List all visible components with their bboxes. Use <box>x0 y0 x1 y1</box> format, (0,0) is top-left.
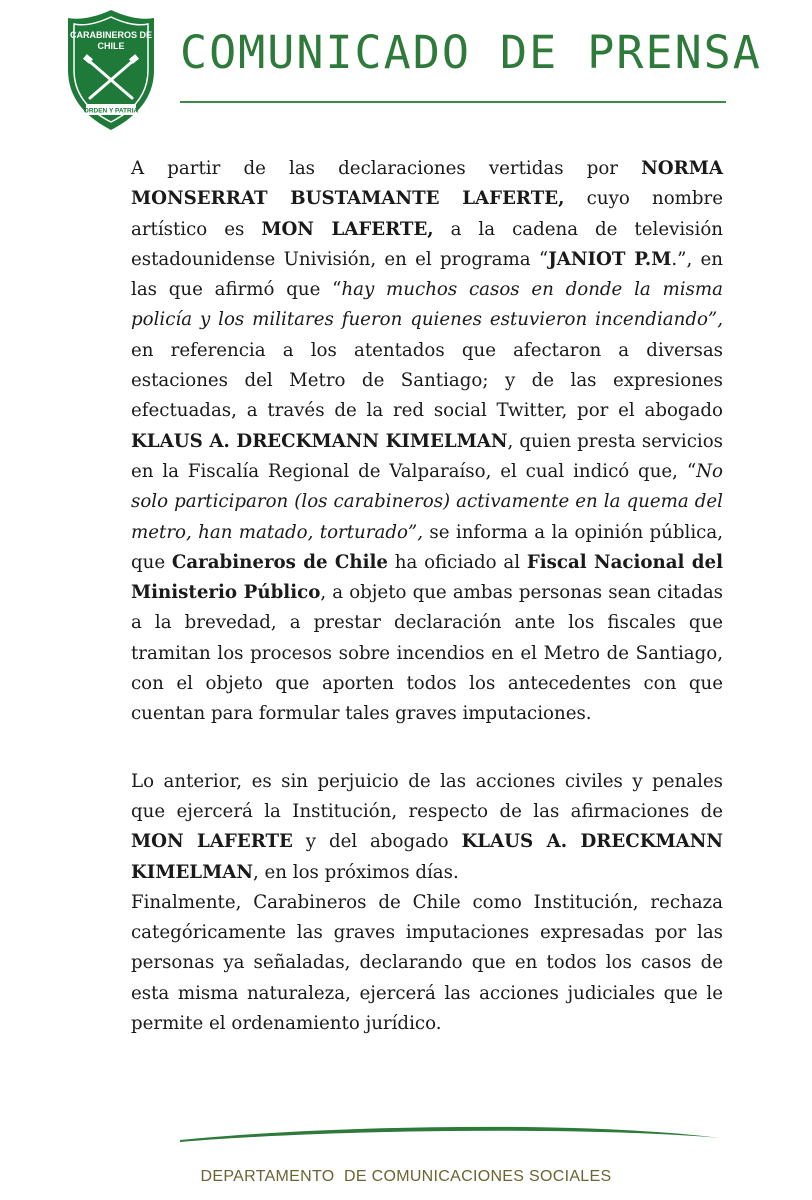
institution-name: Carabineros de Chile <box>171 551 388 573</box>
text-run: a la cadena de televisión estadounidense Univisión, en el programa “ <box>131 218 723 270</box>
name-norma-monserrat: NORMA MONSERRAT BUSTAMANTE LAFERTE, <box>131 158 723 210</box>
body-paragraph-3 <box>131 888 723 1039</box>
svg-text:CARABINEROS DE: CARABINEROS DE <box>69 30 153 40</box>
body-paragraph-2 <box>131 767 723 888</box>
text-run: , en los próximos días. <box>252 861 459 883</box>
text-run: cuyo nombre artístico es <box>131 188 724 240</box>
name-mon-laferte: MON LAFERTE, <box>261 218 434 240</box>
text-run: se informa a la opinión pública, que <box>131 521 723 573</box>
text-run: Finalmente, Carabineros de Chile como Institución, rechaza categóricamente las graves imputaciones expresadas por las personas ya señaladas, declarando que en todos los casos de esta misma naturaleza, ejercerá las acciones judiciales que le permite el ordenamiento jurídico. <box>131 891 723 1035</box>
svg-text:CHILE: CHILE <box>97 41 125 51</box>
quote-mon-laferte: hay muchos casos en donde la misma policía y los militares fueron quienes estuvieron incendiando”, <box>131 279 723 331</box>
name-klaus-dreckmann: KLAUS A. DRECKMANN KIMELMAN <box>131 831 723 883</box>
text-run: , a objeto que ambas personas sean citadas a la brevedad, a prestar declaración ante los fiscales que tramitan los procesos sobre incendios en el Metro de Santiago, con el objeto que aporten todos los antecedentes con que cuentan para formular tales graves imputaciones. <box>131 582 723 725</box>
press-release-header <box>0 0 812 140</box>
text-run: y del abogado <box>292 831 462 853</box>
page-title: COMUNICADO DE PRENSA <box>180 26 762 79</box>
press-release-body <box>131 154 723 1039</box>
name-klaus-dreckmann: KLAUS A. DRECKMANN KIMELMAN <box>131 430 508 452</box>
body-paragraph-1 <box>131 154 723 730</box>
footer-department: DEPARTAMENTO DE COMUNICACIONES SOCIALES <box>200 1168 612 1185</box>
svg-text:ORDEN Y PATRIA: ORDEN Y PATRIA <box>83 107 139 115</box>
name-mon-laferte: MON LAFERTE <box>131 831 293 853</box>
fiscal-nacional: Fiscal Nacional del Ministerio Público <box>131 551 723 604</box>
quote-klaus-dreckmann: No solo participaron (los carabineros) activamente en la quema del metro, han matado, torturado”, <box>131 460 723 543</box>
program-name: JANIOT P.M <box>548 248 672 270</box>
text-run: .”, en las que afirmó que “ <box>131 248 724 301</box>
text-run: en referencia a los atentados que afectaron a diversas estaciones del Metro de Santiago; y de las expresiones efectuadas, a través de la red social Twitter, por el abogado <box>131 339 723 422</box>
text-run: Lo anterior, es sin perjuicio de las acciones civiles y penales que ejercerá la Institución, respecto de las afirmaciones de <box>131 770 723 822</box>
text-run: A partir de las declaraciones vertidas por <box>131 158 642 179</box>
text-run: , quien presta servicios en la Fiscalía Regional de Valparaíso, el cual indicó que, “ <box>131 430 723 482</box>
title-divider <box>180 101 726 103</box>
text-run: ha oficiado al <box>387 551 527 573</box>
footer-swoosh-decoration <box>180 1118 720 1144</box>
carabineros-shield-logo <box>64 8 158 132</box>
